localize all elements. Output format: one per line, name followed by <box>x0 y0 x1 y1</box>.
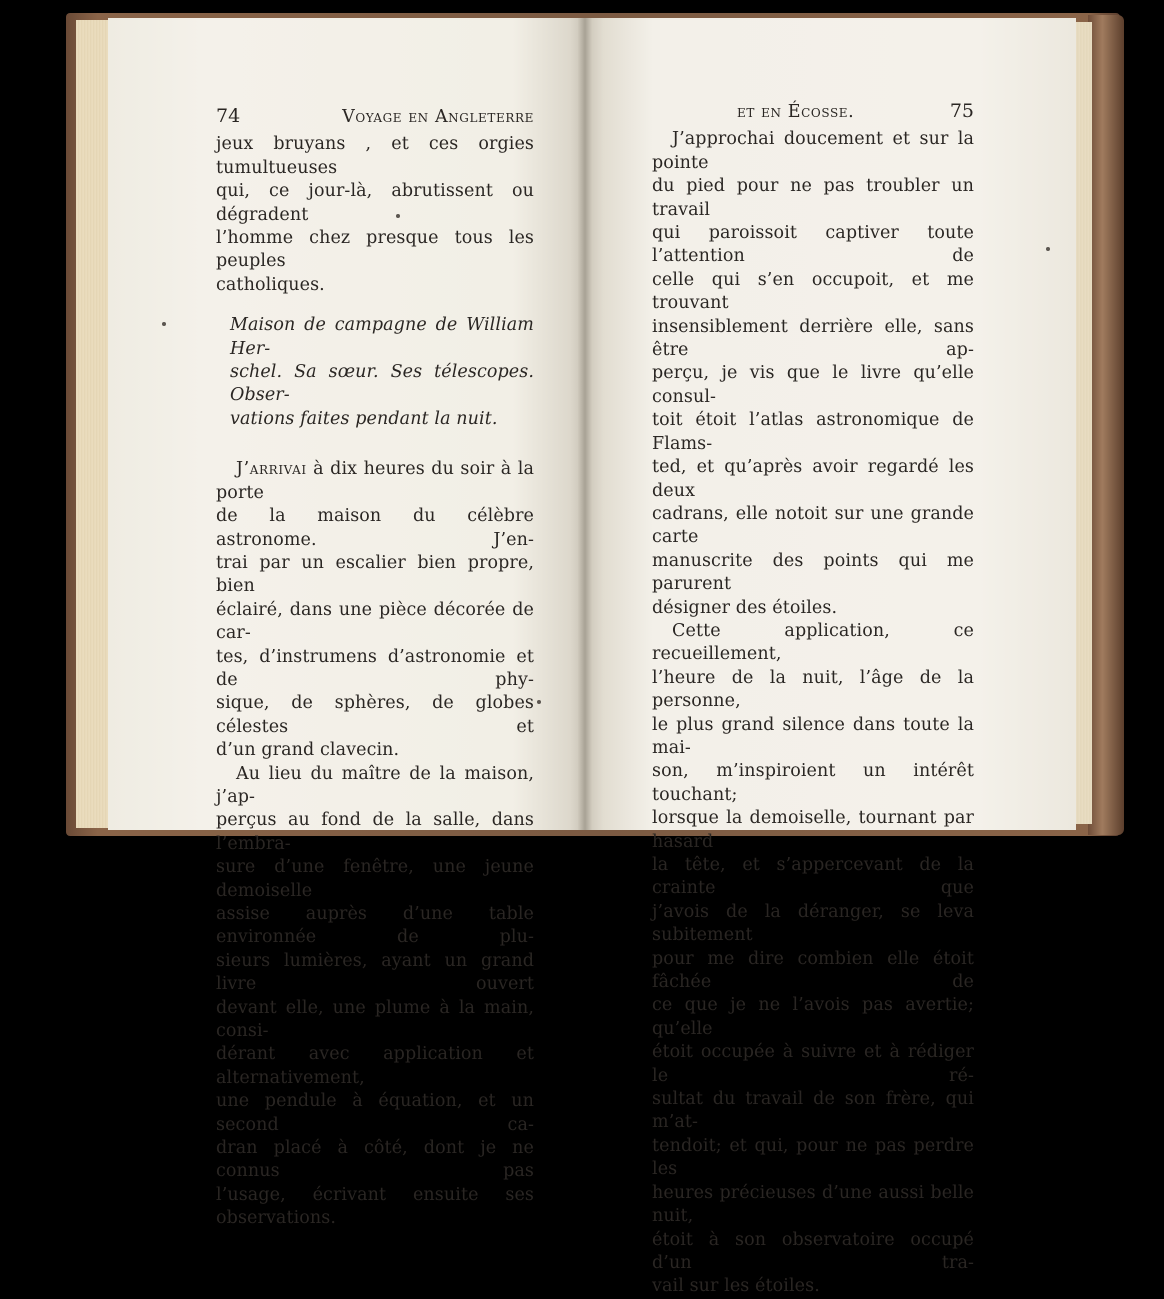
book-gutter <box>578 18 592 830</box>
text-line: catholiques. <box>216 274 325 295</box>
text-line: ce que je ne l’avois pas avertie; qu’elle <box>652 995 974 1039</box>
text-line: trai par un escalier bien propre, bien <box>216 552 534 597</box>
heading-line: Maison de campagne de William Her- <box>230 315 534 359</box>
text-line: Au lieu du maître de la maison, j’ap- <box>216 763 534 807</box>
text-line: perçus au fond de la salle, dans l’embra- <box>216 810 534 854</box>
text-line: tes, d’instrumens d’astronomie et de phy- <box>216 646 534 690</box>
text-line: Cette application, ce recueillement, <box>652 620 974 665</box>
page-edges-left <box>76 20 110 828</box>
paper-speck <box>162 322 166 326</box>
text-line: devant elle, une plume à la main, consi- <box>216 997 534 1042</box>
left-running-title: Voyage en Angleterre <box>342 107 534 127</box>
right-running-head <box>652 100 974 124</box>
text-line: dran placé à côté, dont je ne connus pas <box>216 1138 534 1182</box>
left-page-number: 74 <box>216 105 241 127</box>
paper-speck <box>537 700 541 704</box>
text-line: qui, ce jour-là, abrutissent ou dégradent <box>216 181 534 225</box>
text-line: qui paroissoit captiver toute l’attention de <box>652 223 974 267</box>
text-line: dérant avec application et alternativement, <box>216 1044 534 1088</box>
text-line: d’un grand clavecin. <box>216 740 400 761</box>
text-line: l’usage, écrivant ensuite ses observations. <box>216 1184 534 1229</box>
text-line: celle qui s’en occupoit, et me trouvant <box>652 269 974 314</box>
right-page-text <box>652 100 974 1299</box>
paragraph-application <box>652 620 974 1299</box>
paragraph-master <box>216 763 534 1231</box>
text-line: pour me dire combien elle étoit fâchée de <box>652 948 974 993</box>
heading-line: schel. Sa sœur. Ses télescopes. Obser- <box>230 362 534 406</box>
text-line: son, m’inspiroient un intérêt touchant; <box>652 761 974 805</box>
text-line: du pied pour ne pas troubler un travail <box>652 176 974 220</box>
paper-speck <box>1046 247 1050 251</box>
paper-speck <box>396 214 400 218</box>
text-line: étoit occupée à suivre et à rédiger le ré- <box>652 1042 974 1086</box>
heading-line: vations faites pendant la nuit. <box>230 408 498 429</box>
section-heading <box>216 314 534 431</box>
text-line-rest: à dix heures du soir à la porte <box>216 459 534 503</box>
text-line: l’heure de la nuit, l’âge de la personne, <box>652 667 974 712</box>
text-line: toit étoit l’atlas astronomique de Flams- <box>652 410 974 454</box>
text-line: ted, et qu’après avoir regardé les deux <box>652 457 974 501</box>
text-line: sultat du travail de son frère, qui m’at- <box>652 1089 974 1133</box>
paragraph-lead: J’arrivai <box>236 459 307 480</box>
text-line: tendoit; et qui, pour ne pas perdre les <box>652 1135 974 1180</box>
text-line: la tête, et s’appercevant de la crainte que <box>652 855 974 899</box>
text-line: de la maison du célèbre astronome. J’en- <box>216 506 534 550</box>
text-line: désigner des étoiles. <box>652 597 838 618</box>
text-line: lorsque la demoiselle, tournant par hasard <box>652 808 974 852</box>
left-running-head <box>216 105 534 129</box>
text-line <box>216 458 534 505</box>
text-line: sure d’une fenêtre, une jeune demoiselle <box>216 857 534 901</box>
book-cover-edge <box>1088 15 1124 835</box>
text-line: le plus grand silence dans toute la mai- <box>652 714 974 758</box>
right-running-title: et en Écosse. <box>737 102 855 122</box>
text-line: assise auprès d’une table environnée de plu- <box>216 904 534 948</box>
text-line: sique, de sphères, de globes célestes et <box>216 693 534 737</box>
text-line: une pendule à équation, et un second ca- <box>216 1091 534 1135</box>
text-line: l’homme chez presque tous les peuples <box>216 228 534 272</box>
text-line: éclairé, dans une pièce décorée de car- <box>216 599 534 644</box>
paragraph-arrival <box>216 458 534 762</box>
text-line: J’approchai doucement et sur la pointe <box>652 129 974 173</box>
text-line: insensiblement derrière elle, sans être ap- <box>652 316 974 361</box>
left-page-text <box>216 105 534 1231</box>
text-line: vail sur les étoiles. <box>652 1276 820 1297</box>
text-line: étoit à son observatoire occupé d’un tra- <box>652 1229 974 1273</box>
text-line: heures précieuses d’une aussi belle nuit, <box>652 1182 974 1227</box>
text-line: perçu, je vis que le livre qu’elle consul- <box>652 363 974 407</box>
opening-lines <box>216 133 534 297</box>
text-line: cadrans, elle notoit sur une grande carte <box>652 503 974 548</box>
right-page-number: 75 <box>949 100 974 122</box>
text-line: manuscrite des points qui me parurent <box>652 550 974 595</box>
paragraph-approach <box>652 128 974 620</box>
text-line: j’avois de la déranger, se leva subitement <box>652 901 974 946</box>
text-line: sieurs lumières, ayant un grand livre ouvert <box>216 950 534 995</box>
text-line: jeux bruyans , et ces orgies tumultueuses <box>216 134 534 178</box>
